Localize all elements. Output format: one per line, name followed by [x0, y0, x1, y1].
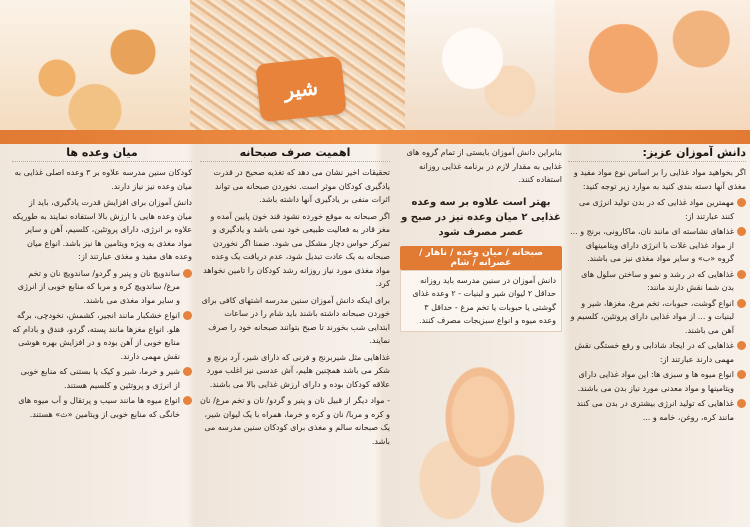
column-snacks: [12, 146, 192, 524]
daily-requirement-box: دانش آموزان در سنین مدرسه باید روزانه حداقل ۲ لیوان شیر و لبنیات - ۲ وعده غذای گوشتی یا حبوبات یا تخم مرغ - حداقل ۳ وعده میوه و انواع سبزیجات مصرف کنند.: [400, 270, 562, 332]
bullet-icon: [737, 299, 746, 308]
list-item: غذاهایی که در ایجاد شادابی و رفع خستگی نقش مهمی دارند عبارتند از:: [568, 339, 746, 366]
subheading: بهتر است علاوه بر سه وعده غذایی ۲ میان وعده نیز در صبح و عصر مصرف شود: [401, 196, 561, 238]
milk-photo: [405, 0, 555, 130]
list-item: انواع گوشت، حبوبات، تخم مرغ، مغزها، شیر و لبنیات و ... از مواد غذایی دارای پروتئین، کلسیم و آهن می باشند.: [568, 297, 746, 338]
orange-band: [0, 130, 750, 144]
bullet-icon: [737, 270, 746, 279]
list-item: انواع میوه ها مانند سیب و پرتقال و آب میوه های خانگی که منابع خوبی از ویتامین «ث» هستند.: [12, 394, 192, 421]
bullet-icon: [183, 311, 192, 320]
meal-banner: صبحانه / میان وعده / ناهار / عصرانه / شام: [400, 246, 562, 270]
list-item: غذاهایی که تولید انرژی بیشتری در بدن می کنند مانند کره، روغن، خامه و ...: [568, 397, 746, 424]
bullet-icon: [183, 367, 192, 376]
paragraph: اگر صبحانه به موقع خورده نشود قند خون پایین آمده و مغز قادر به فعالیت طبیعی خود نمی باشد و یادگیری و تمرکز حواس دچار مشکل می شود. ضمنا اگر نخوردن صبحانه به یک عادت تبدیل شود، عدم دریافت یک وعده مواد مغذی مورد نیاز روزانه رشد کودکان را تامین نخواهد کرد.: [203, 211, 390, 288]
list-item: انواع خشکبار مانند انجیر، کشمش، نخودچی، برگه هلو. انواع مغزها مانند پسته، گردو، فندق و بادام که منابع خوبی از آهن بوده و در افزایش بهره هوشی نقش مهمی دارند.: [12, 309, 192, 363]
column-dear-students: [568, 146, 746, 524]
list-item: شیر و خرما، شیر و کیک یا بستنی که منابع خوبی از انرژی و پروتئین و کلسیم هستند.: [12, 365, 192, 392]
paragraph: برای اینکه دانش آموزان سنین مدرسه اشتهای کافی برای خوردن صبحانه داشته باشند باید شام را در ساعات ابتدایی شب بخورند تا صبح بتوانند صبحانه خود را صرف نمایند.: [201, 295, 390, 345]
photo-strip: [0, 0, 750, 130]
paragraph: دانش آموزان برای افزایش قدرت یادگیری، باید از میان وعده هایی با ارزش بالا استفاده نمایند به طوریکه علاوه بر انرژی، دارای پروتئین، کلسیم، آهن و سایر مواد مغذی به ویژه ویتامین ها نیز باشد. انواع میان وعده های مفید و مغذی عبارتند از:: [12, 198, 192, 261]
section-title: میان وعده ها: [12, 146, 192, 162]
bullet-icon: [737, 370, 746, 379]
paragraph: تحقیقات اخیر نشان می دهد که تغذیه صحیح در قدرت یادگیری کودکان موثر است. نخوردن صبحانه می تواند اثرات منفی بر یادگیری آنها داشته باشد.: [213, 168, 390, 204]
paragraph: کودکان سنین مدرسه علاوه بر ۳ وعده اصلی غذایی به میان وعده نیز نیاز دارند.: [14, 168, 192, 191]
paragraph: - مواد دیگر از قبیل نان و پنیر و گردو/ نان و تخم مرغ/ نان و کره و مربا/ نان و کره و خرما، همراه با یک لیوان شیر، یک صبحانه سالم و مغذی برای کودکان سنین مدرسه می باشد.: [199, 396, 390, 446]
bullet-icon: [183, 396, 192, 405]
list-item: غذاهای نشاسته ای مانند نان، ماکارونی، برنج و ... از مواد غذایی غلات با انرژی دارای ویتامینهای گروه «ب» و سایر مواد مغذی نیز می باشند.: [568, 225, 746, 266]
intro-text: بنابراین دانش آموزان بایستی از تمام گروه های غذایی به مقدار لازم در برنامه غذایی روزانه استفاده کنند.: [406, 148, 562, 184]
paragraph: غذاهایی مثل شیربرنج و فرنی که دارای شیر، آرد برنج و شکر می باشد همچنین هلیم، آش عدسی نیز اغلب مورد علاقه کودکان بوده و دارای ارزش غذایی بالا می باشند.: [206, 352, 390, 389]
fruit-photo: [0, 0, 190, 130]
section-title: دانش آموزان عزیز:: [568, 146, 746, 162]
logo-text: شیر: [282, 75, 320, 103]
produce-photo: [555, 0, 750, 130]
list-item: غذاهایی که در رشد و نمو و ساختن سلول های بدن شما نقش دارند مانند:: [568, 268, 746, 295]
list-item: ساندویچ نان و پنیر و گردو/ ساندویچ نان و تخم مرغ/ ساندویچ کره و مربا که منابع خوبی از انرژی و سایر مواد مغذی می باشند.: [12, 267, 192, 308]
bullet-icon: [737, 198, 746, 207]
bullet-icon: [737, 399, 746, 408]
bullet-icon: [737, 341, 746, 350]
list-item: انواع میوه ها و سبزی ها: این مواد غذایی دارای ویتامینها و مواد معدنی مورد نیاز بدن می باشند.: [568, 368, 746, 395]
column-breakfast: [200, 146, 390, 524]
bullet-icon: [737, 227, 746, 236]
bullet-icon: [183, 269, 192, 278]
list-item: مهمترین مواد غذایی که در بدن تولید انرژی می کنند عبارتند از:: [568, 196, 746, 223]
dairy-photo: [405, 345, 555, 525]
section-title: اهمیت صرف صبحانه: [200, 146, 390, 162]
intro-text: اگر بخواهید مواد غذایی را بر اساس نوع مواد مفید و مغذی آنها دسته بندی کنید به موارد زیر توجه کنید:: [573, 168, 746, 191]
brand-logo: [255, 56, 347, 123]
